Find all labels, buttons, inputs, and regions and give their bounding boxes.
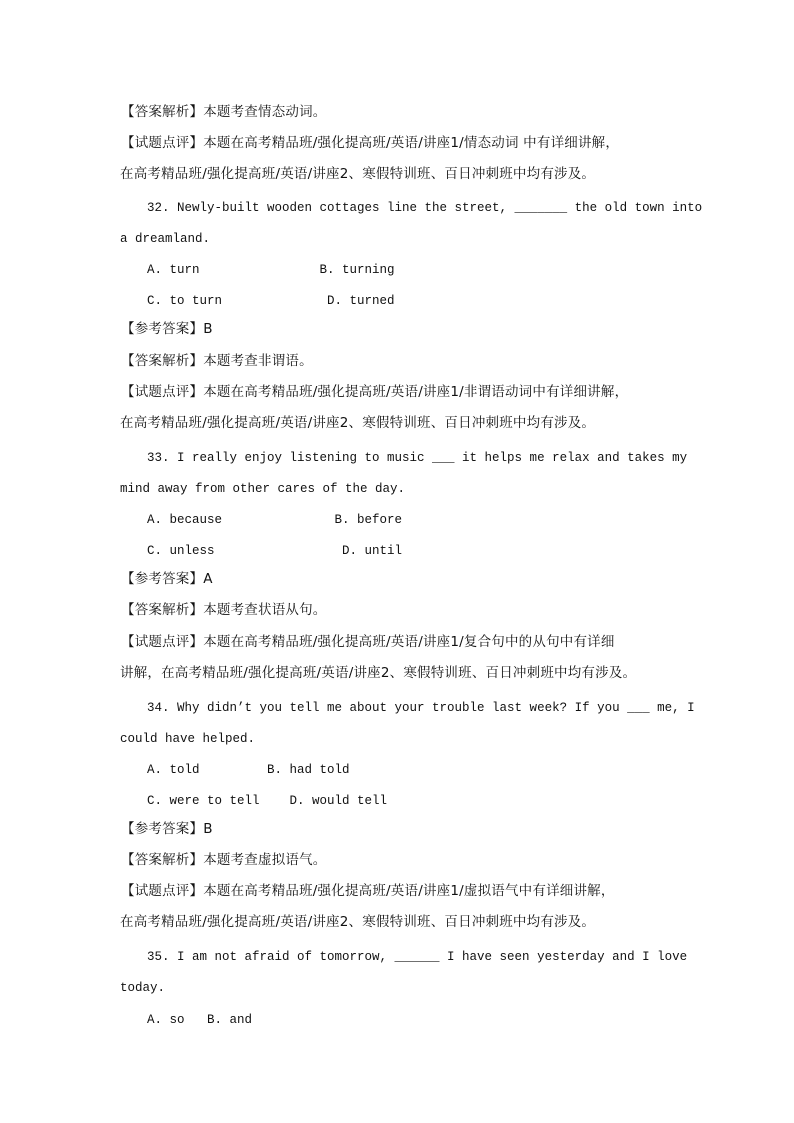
question-35-line1: 35. I am not afraid of tomorrow, ______ I have seen yesterday and I love [147,950,688,964]
reference-answer-32: 【参考答案】B [121,321,213,337]
comment-34-line1: 【试题点评】本题在高考精品班/强化提高班/英语/讲座1/虚拟语气中有详细讲解， [121,883,615,899]
question-33-options-cd: C. unless D. until [147,544,403,558]
comment-33-line1: 【试题点评】本题在高考精品班/强化提高班/英语/讲座1/复合句中的从句中有详细 [121,634,615,650]
question-34-line1: 34. Why didn’t you tell me about your trouble last week? If you ___ me, I [147,701,695,715]
comment-32-line1: 【试题点评】本题在高考精品班/强化提高班/英语/讲座1/非谓语动词中有详细讲解， [121,384,629,400]
answer-analysis-33: 【答案解析】本题考查状语从句。 [121,602,327,618]
question-35-line2: today. [120,981,166,995]
question-35-options-ab: A. so B. and [147,1013,253,1027]
answer-analysis-31: 【答案解析】本题考查情态动词。 [121,104,327,120]
answer-analysis-32: 【答案解析】本题考查非谓语。 [121,353,313,369]
comment-33-line2: 讲解，在高考精品班/强化提高班/英语/讲座2、寒假特训班、百日冲刺班中均有涉及。 [120,665,637,681]
question-34-line2: could have helped. [120,732,256,746]
question-33-options-ab: A. because B. before [147,513,403,527]
comment-32-line2: 在高考精品班/强化提高班/英语/讲座2、寒假特训班、百日冲刺班中均有涉及。 [120,415,596,431]
reference-answer-33: 【参考答案】A [121,571,213,587]
reference-answer-34: 【参考答案】B [121,821,213,837]
question-32-line2: a dreamland. [120,232,211,246]
question-34-options-ab: A. told B. had told [147,763,350,777]
question-32-options-ab: A. turn B. turning [147,263,395,277]
question-33-line2: mind away from other cares of the day. [120,482,406,496]
answer-analysis-34: 【答案解析】本题考查虚拟语气。 [121,852,327,868]
question-33-line1: 33. I really enjoy listening to music ___ it helps me relax and takes my [147,451,688,465]
question-32-line1: 32. Newly-built wooden cottages line the street, _______ the old town into [147,201,703,215]
question-34-options-cd: C. were to tell D. would tell [147,794,388,808]
comment-31-line2: 在高考精品班/强化提高班/英语/讲座2、寒假特训班、百日冲刺班中均有涉及。 [120,166,596,182]
comment-31-line1: 【试题点评】本题在高考精品班/强化提高班/英语/讲座1/情态动词 中有详细讲解， [121,135,620,151]
question-32-options-cd: C. to turn D. turned [147,294,395,308]
comment-34-line2: 在高考精品班/强化提高班/英语/讲座2、寒假特训班、百日冲刺班中均有涉及。 [120,914,596,930]
